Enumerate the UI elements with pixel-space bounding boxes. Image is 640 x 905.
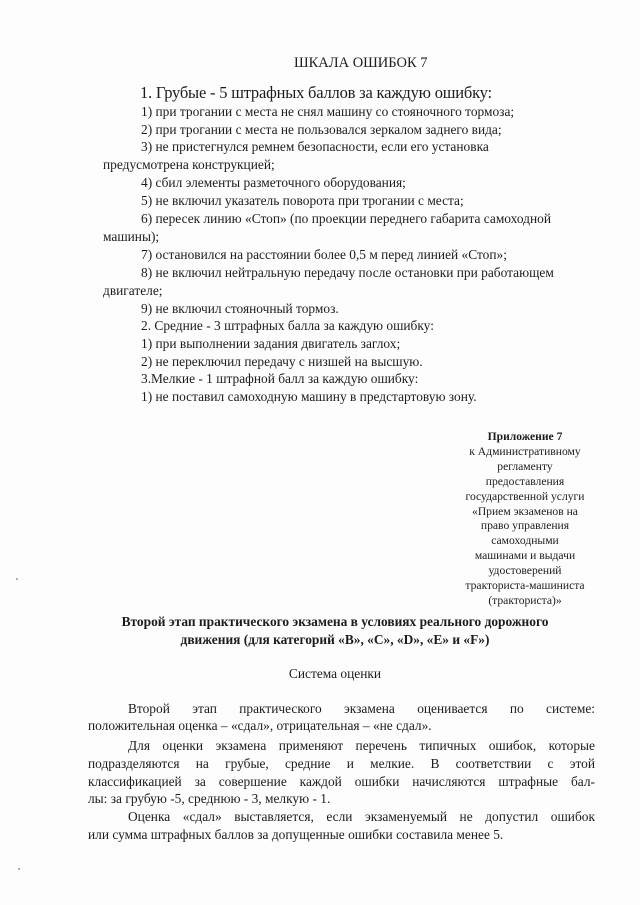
scale-line: 9) не включил стояночный тормоз. xyxy=(141,301,339,316)
appendix-line: к Административному xyxy=(469,444,581,458)
section-heading-line1: Второй этап практического экзамена в условиях реального дорожного xyxy=(121,614,549,629)
scale-line: машины); xyxy=(103,229,160,244)
scale-line: 5) не включил указатель поворота при трогании с места; xyxy=(141,193,464,208)
section-subheading: Система оценки xyxy=(288,666,382,681)
scale-title: ШКАЛА ОШИБОК 7 xyxy=(294,55,428,71)
body-line: или сумма штрафных баллов за допущенные ошибки составила менее 5. xyxy=(88,827,504,842)
scale-heading: 1. Грубые - 5 штрафных баллов за каждую ошибку: xyxy=(140,83,492,102)
appendix-line: (тракториста)» xyxy=(488,593,562,607)
scale-line: 1) не поставил самоходную машину в предстартовую зону. xyxy=(141,389,477,404)
scale-line: двигателе; xyxy=(103,283,163,298)
appendix-line: машинами и выдачи xyxy=(474,549,576,563)
body-line: положительная оценка – «сдал», отрицательная – «не сдал». xyxy=(88,718,432,733)
scale-line: 2) не переключил передачу с низшей на высшую. xyxy=(141,354,423,369)
scale-line: 6) пересек линию «Стоп» (по проекции переднего габарита самоходной xyxy=(141,211,552,226)
appendix-line: государственной услуги xyxy=(465,489,585,503)
scale-line: предусмотрена конструкцией; xyxy=(103,157,275,172)
scale-line: 4) сбил элементы разметочного оборудования; xyxy=(141,175,406,190)
scan-speck xyxy=(18,868,20,870)
appendix-line: удостоверений xyxy=(488,564,562,578)
appendix-line: право управления xyxy=(480,519,570,533)
scale-line: 3.Мелкие - 1 штрафной балл за каждую ошибку: xyxy=(141,371,419,386)
scale-line: 7) остановился на расстоянии более 0,5 м перед линией «Стоп»; xyxy=(141,247,507,262)
scale-line: 2. Средние - 3 штрафных балла за каждую ошибку: xyxy=(141,318,434,333)
body-line: классификацией за совершение каждой ошибки начисляются штрафные бал- xyxy=(88,774,595,789)
appendix-line: регламенту xyxy=(497,459,553,473)
body-line: лы: за грубую -5, среднюю - 3, мелкую - 1. xyxy=(88,791,331,806)
scale-line: 8) не включил нейтральную передачу после остановки при работающем xyxy=(141,265,554,280)
appendix-line: предоставления xyxy=(485,474,565,488)
body-line: Для оценки экзамена применяют перечень типичных ошибок, которые xyxy=(128,738,595,753)
appendix-title: Приложение 7 xyxy=(487,430,563,443)
scale-line: 3) не пристегнулся ремнем безопасности, если его установка xyxy=(141,139,489,154)
body-line: Второй этап практического экзамена оценивается по системе: xyxy=(128,701,595,716)
scale-line: 1) при трогании с места не снял машину со стояночного тормоза; xyxy=(141,104,515,119)
scale-line: 2) при трогании с места не пользовался зеркалом заднего вида; xyxy=(141,122,502,137)
body-line: подразделяются на грубые, средние и мелкие. В соответствии с этой xyxy=(88,756,595,771)
appendix-block xyxy=(440,430,610,609)
scan-speck xyxy=(16,578,18,580)
appendix-line: «Прием экзаменов на xyxy=(472,504,578,518)
appendix-line: тракториста-машиниста xyxy=(465,579,585,593)
body-line: Оценка «сдал» выставляется, если экзаменуемый не допустил ошибок xyxy=(128,809,595,824)
appendix-line: самоходными xyxy=(491,534,559,548)
section-heading-line2: движения (для категорий «B», «C», «D», «E» и «F») xyxy=(180,632,490,647)
scale-line: 1) при выполнении задания двигатель заглох; xyxy=(141,336,401,351)
